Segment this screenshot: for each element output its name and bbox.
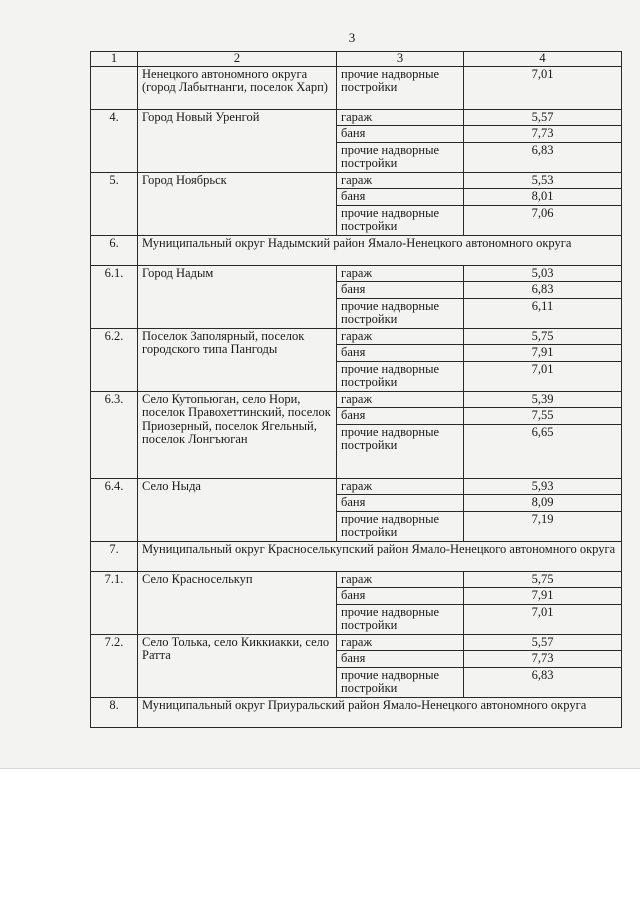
building-type-cell: прочие надворные постройки bbox=[337, 205, 464, 235]
rate-value-cell: 6,11 bbox=[464, 298, 622, 328]
building-type-cell: гараж bbox=[337, 109, 464, 126]
locality-cell: Село Толька, село Киккиакки, село Ратта bbox=[138, 634, 337, 697]
row-number bbox=[91, 66, 138, 109]
table-row bbox=[91, 66, 622, 109]
section-title: Муниципальный округ Приуральский район Ямало-Ненецкого автономного округа bbox=[138, 697, 622, 727]
table-header-row bbox=[91, 52, 622, 67]
rates-table bbox=[90, 51, 622, 728]
building-type-cell: баня bbox=[337, 126, 464, 143]
building-type-cell: гараж bbox=[337, 172, 464, 189]
building-type-cell: прочие надворные постройки bbox=[337, 424, 464, 478]
col-header-3: 3 bbox=[337, 52, 464, 67]
table-row bbox=[91, 391, 622, 408]
rate-value-cell: 7,01 bbox=[464, 604, 622, 634]
section-row bbox=[91, 235, 622, 265]
building-type-cell: прочие надворные постройки bbox=[337, 361, 464, 391]
building-type-cell: баня bbox=[337, 189, 464, 206]
rate-value-cell: 5,75 bbox=[464, 571, 622, 588]
building-type-cell: гараж bbox=[337, 391, 464, 408]
col-header-1: 1 bbox=[91, 52, 138, 67]
rate-value-cell: 7,06 bbox=[464, 205, 622, 235]
building-type-cell: баня bbox=[337, 651, 464, 668]
table-row bbox=[91, 478, 622, 495]
building-type-cell: прочие надворные постройки bbox=[337, 667, 464, 697]
rate-value-cell: 7,91 bbox=[464, 588, 622, 605]
rate-value-cell: 7,55 bbox=[464, 408, 622, 425]
section-title: Муниципальный округ Красноселькупский район Ямало-Ненецкого автономного округа bbox=[138, 541, 622, 571]
rate-value-cell: 5,75 bbox=[464, 328, 622, 345]
table-row bbox=[91, 571, 622, 588]
row-number: 6.1. bbox=[91, 265, 138, 328]
rate-value-cell: 7,01 bbox=[464, 361, 622, 391]
rate-value-cell: 8,01 bbox=[464, 189, 622, 206]
row-number: 6.3. bbox=[91, 391, 138, 478]
row-number: 7.2. bbox=[91, 634, 138, 697]
building-type-cell: гараж bbox=[337, 634, 464, 651]
locality-cell: Город Новый Уренгой bbox=[138, 109, 337, 172]
rate-value-cell: 5,93 bbox=[464, 478, 622, 495]
table-row bbox=[91, 634, 622, 651]
rate-value-cell: 5,53 bbox=[464, 172, 622, 189]
table-row bbox=[91, 172, 622, 189]
rate-value-cell: 6,83 bbox=[464, 142, 622, 172]
section-title: Муниципальный округ Надымский район Ямало-Ненецкого автономного округа bbox=[138, 235, 622, 265]
building-type-cell: баня bbox=[337, 345, 464, 362]
rate-value-cell: 7,73 bbox=[464, 651, 622, 668]
row-number: 7. bbox=[91, 541, 138, 571]
locality-cell: Село Кутопьюган, село Нори, поселок Правохеттинский, поселок Приозерный, поселок Ягельный, поселок Лонгъюган bbox=[138, 391, 337, 478]
row-number: 4. bbox=[91, 109, 138, 172]
rate-value-cell: 6,65 bbox=[464, 424, 622, 478]
building-type-cell: прочие надворные постройки bbox=[337, 604, 464, 634]
locality-cell: Поселок Заполярный, поселок городского типа Пангоды bbox=[138, 328, 337, 391]
building-type-cell: гараж bbox=[337, 328, 464, 345]
building-type-cell: гараж bbox=[337, 571, 464, 588]
table-row bbox=[91, 109, 622, 126]
col-header-4: 4 bbox=[464, 52, 622, 67]
rate-value-cell: 5,03 bbox=[464, 265, 622, 282]
building-type-cell: баня bbox=[337, 588, 464, 605]
row-number: 5. bbox=[91, 172, 138, 235]
rate-value-cell: 7,01 bbox=[464, 66, 622, 109]
rate-value-cell: 7,19 bbox=[464, 511, 622, 541]
section-row bbox=[91, 697, 622, 727]
rate-value-cell: 6,83 bbox=[464, 282, 622, 299]
building-type-cell: баня bbox=[337, 408, 464, 425]
row-number: 6.4. bbox=[91, 478, 138, 541]
building-type-cell: баня bbox=[337, 495, 464, 512]
table-row bbox=[91, 328, 622, 345]
locality-cell: Город Ноябрьск bbox=[138, 172, 337, 235]
table-row bbox=[91, 265, 622, 282]
rate-value-cell: 7,73 bbox=[464, 126, 622, 143]
building-type-cell: прочие надворные постройки bbox=[337, 66, 464, 109]
page-number: 3 bbox=[348, 30, 356, 45]
row-number: 8. bbox=[91, 697, 138, 727]
row-number: 7.1. bbox=[91, 571, 138, 634]
building-type-cell: гараж bbox=[337, 265, 464, 282]
row-number: 6. bbox=[91, 235, 138, 265]
col-header-2: 2 bbox=[138, 52, 337, 67]
building-type-cell: прочие надворные постройки bbox=[337, 298, 464, 328]
rate-value-cell: 5,57 bbox=[464, 109, 622, 126]
building-type-cell: прочие надворные постройки bbox=[337, 511, 464, 541]
rate-value-cell: 7,91 bbox=[464, 345, 622, 362]
section-row bbox=[91, 541, 622, 571]
locality-cell: Село Красноселькуп bbox=[138, 571, 337, 634]
building-type-cell: гараж bbox=[337, 478, 464, 495]
rate-value-cell: 5,57 bbox=[464, 634, 622, 651]
locality-cell: Город Надым bbox=[138, 265, 337, 328]
rate-value-cell: 6,83 bbox=[464, 667, 622, 697]
locality-cell: Село Ныда bbox=[138, 478, 337, 541]
building-type-cell: прочие надворные постройки bbox=[337, 142, 464, 172]
locality-cell: Ненецкого автономного округа (город Лабытнанги, поселок Харп) bbox=[138, 66, 337, 109]
rate-value-cell: 8,09 bbox=[464, 495, 622, 512]
rate-value-cell: 5,39 bbox=[464, 391, 622, 408]
building-type-cell: баня bbox=[337, 282, 464, 299]
row-number: 6.2. bbox=[91, 328, 138, 391]
